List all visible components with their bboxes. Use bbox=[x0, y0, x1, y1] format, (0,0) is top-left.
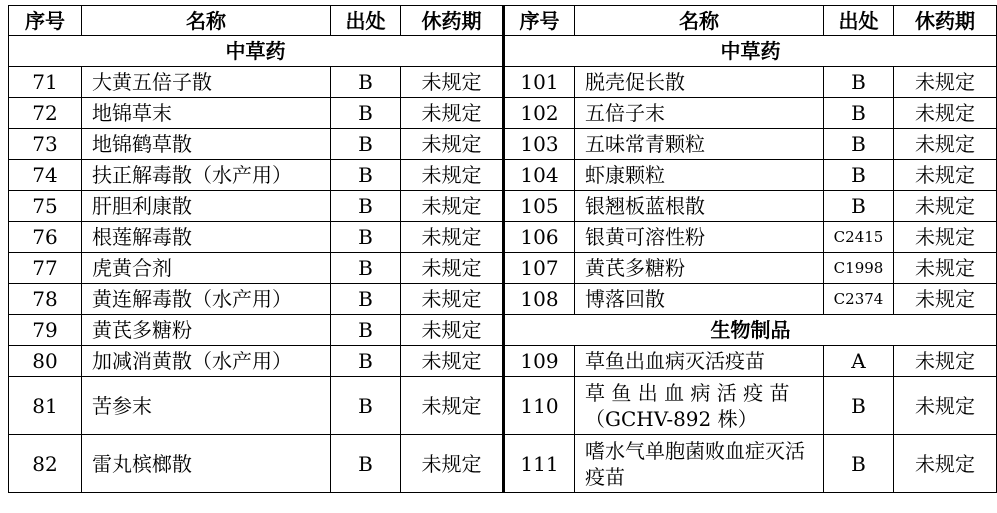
row-name: 草 鱼 出 血 病 活 疫 苗（GCHV-892 株） bbox=[575, 377, 824, 435]
row-no: 79 bbox=[9, 315, 82, 346]
row-withdrawal: 未规定 bbox=[401, 284, 504, 315]
row-withdrawal: 未规定 bbox=[894, 67, 997, 98]
row-source: C1998 bbox=[824, 253, 894, 284]
row-name: 五味常青颗粒 bbox=[575, 129, 824, 160]
row-no: 80 bbox=[9, 346, 82, 377]
row-no: 105 bbox=[504, 191, 575, 222]
row-withdrawal: 未规定 bbox=[894, 284, 997, 315]
row-source: C2374 bbox=[824, 284, 894, 315]
row-withdrawal: 未规定 bbox=[894, 377, 997, 435]
row-withdrawal: 未规定 bbox=[401, 377, 504, 435]
row-source: B bbox=[331, 377, 401, 435]
table-row bbox=[9, 129, 997, 160]
row-withdrawal: 未规定 bbox=[894, 253, 997, 284]
row-name: 雷丸槟榔散 bbox=[82, 435, 331, 493]
row-no: 103 bbox=[504, 129, 575, 160]
row-name: 大黄五倍子散 bbox=[82, 67, 331, 98]
table-row bbox=[9, 67, 997, 98]
drug-table-container bbox=[8, 5, 997, 493]
row-source: B bbox=[331, 222, 401, 253]
row-name: 黄连解毒散（水产用） bbox=[82, 284, 331, 315]
row-withdrawal: 未规定 bbox=[401, 435, 504, 493]
row-name: 虎黄合剂 bbox=[82, 253, 331, 284]
row-name: 地锦草末 bbox=[82, 98, 331, 129]
table-row bbox=[9, 160, 997, 191]
header-name-right: 名称 bbox=[575, 6, 824, 36]
table-row bbox=[9, 377, 997, 435]
row-source: B bbox=[824, 129, 894, 160]
row-source: C2415 bbox=[824, 222, 894, 253]
row-name: 地锦鹤草散 bbox=[82, 129, 331, 160]
table-row bbox=[9, 315, 997, 346]
row-source: B bbox=[331, 160, 401, 191]
row-withdrawal: 未规定 bbox=[894, 435, 997, 493]
table-row bbox=[9, 98, 997, 129]
row-withdrawal: 未规定 bbox=[894, 98, 997, 129]
row-withdrawal: 未规定 bbox=[401, 222, 504, 253]
section-biological-right: 生物制品 bbox=[504, 315, 997, 346]
row-withdrawal: 未规定 bbox=[401, 67, 504, 98]
header-row bbox=[9, 6, 997, 36]
row-source: B bbox=[331, 315, 401, 346]
row-withdrawal: 未规定 bbox=[894, 346, 997, 377]
table-row bbox=[9, 191, 997, 222]
row-no: 102 bbox=[504, 98, 575, 129]
header-name-left: 名称 bbox=[82, 6, 331, 36]
row-source: B bbox=[331, 191, 401, 222]
row-source: B bbox=[824, 377, 894, 435]
row-name: 五倍子末 bbox=[575, 98, 824, 129]
row-withdrawal: 未规定 bbox=[401, 253, 504, 284]
row-name: 脱壳促长散 bbox=[575, 67, 824, 98]
row-withdrawal: 未规定 bbox=[401, 191, 504, 222]
row-name: 肝胆利康散 bbox=[82, 191, 331, 222]
header-withdrawal-left: 休药期 bbox=[401, 6, 504, 36]
row-no: 106 bbox=[504, 222, 575, 253]
row-name: 草鱼出血病灭活疫苗 bbox=[575, 346, 824, 377]
row-source: B bbox=[824, 160, 894, 191]
row-name: 根莲解毒散 bbox=[82, 222, 331, 253]
row-no: 74 bbox=[9, 160, 82, 191]
row-name: 黄芪多糖粉 bbox=[82, 315, 331, 346]
row-name: 加减消黄散（水产用） bbox=[82, 346, 331, 377]
row-name: 银翘板蓝根散 bbox=[575, 191, 824, 222]
row-withdrawal: 未规定 bbox=[894, 191, 997, 222]
row-source: B bbox=[824, 98, 894, 129]
row-no: 75 bbox=[9, 191, 82, 222]
row-no: 77 bbox=[9, 253, 82, 284]
header-source-right: 出处 bbox=[824, 6, 894, 36]
row-no: 76 bbox=[9, 222, 82, 253]
row-no: 78 bbox=[9, 284, 82, 315]
row-source: B bbox=[331, 435, 401, 493]
header-no-left: 序号 bbox=[9, 6, 82, 36]
header-withdrawal-right: 休药期 bbox=[894, 6, 997, 36]
row-withdrawal: 未规定 bbox=[401, 346, 504, 377]
row-no: 108 bbox=[504, 284, 575, 315]
row-name: 虾康颗粒 bbox=[575, 160, 824, 191]
row-no: 82 bbox=[9, 435, 82, 493]
row-withdrawal: 未规定 bbox=[401, 129, 504, 160]
row-name: 博落回散 bbox=[575, 284, 824, 315]
row-no: 110 bbox=[504, 377, 575, 435]
row-source: B bbox=[824, 191, 894, 222]
row-source: B bbox=[331, 129, 401, 160]
row-no: 107 bbox=[504, 253, 575, 284]
row-withdrawal: 未规定 bbox=[401, 315, 504, 346]
row-no: 104 bbox=[504, 160, 575, 191]
row-withdrawal: 未规定 bbox=[894, 129, 997, 160]
row-source: B bbox=[824, 67, 894, 98]
row-name: 苦参末 bbox=[82, 377, 331, 435]
row-withdrawal: 未规定 bbox=[894, 160, 997, 191]
section-herbal-left: 中草药 bbox=[9, 36, 504, 67]
header-source-left: 出处 bbox=[331, 6, 401, 36]
row-withdrawal: 未规定 bbox=[401, 98, 504, 129]
row-name: 扶正解毒散（水产用） bbox=[82, 160, 331, 191]
table-row bbox=[9, 346, 997, 377]
row-no: 72 bbox=[9, 98, 82, 129]
row-source: B bbox=[331, 284, 401, 315]
row-source: B bbox=[824, 435, 894, 493]
row-no: 73 bbox=[9, 129, 82, 160]
row-no: 81 bbox=[9, 377, 82, 435]
header-no-right: 序号 bbox=[504, 6, 575, 36]
row-no: 101 bbox=[504, 67, 575, 98]
row-source: B bbox=[331, 253, 401, 284]
row-source: A bbox=[824, 346, 894, 377]
row-no: 71 bbox=[9, 67, 82, 98]
row-source: B bbox=[331, 67, 401, 98]
row-name: 嗜水气单胞菌败血症灭活疫苗 bbox=[575, 435, 824, 493]
row-name: 银黄可溶性粉 bbox=[575, 222, 824, 253]
table-row bbox=[9, 435, 997, 493]
row-name: 黄芪多糖粉 bbox=[575, 253, 824, 284]
row-withdrawal: 未规定 bbox=[894, 222, 997, 253]
section-row bbox=[9, 36, 997, 67]
row-source: B bbox=[331, 98, 401, 129]
row-no: 111 bbox=[504, 435, 575, 493]
table-row bbox=[9, 284, 997, 315]
table-row bbox=[9, 253, 997, 284]
drug-withdrawal-table bbox=[8, 5, 997, 493]
row-source: B bbox=[331, 346, 401, 377]
table-row bbox=[9, 222, 997, 253]
row-withdrawal: 未规定 bbox=[401, 160, 504, 191]
row-no: 109 bbox=[504, 346, 575, 377]
section-herbal-right: 中草药 bbox=[504, 36, 997, 67]
